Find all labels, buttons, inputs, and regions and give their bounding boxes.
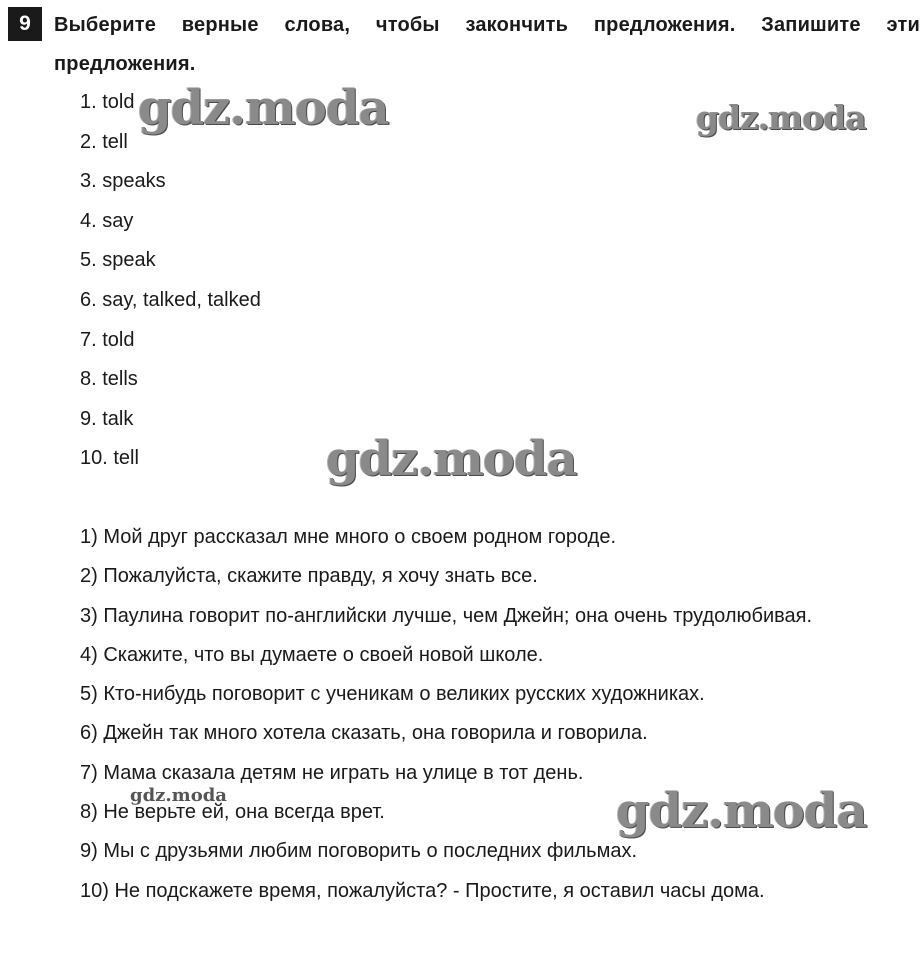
translation-item: 6) Джейн так много хотела сказать, она говорила и говорила.	[80, 722, 648, 745]
answer-item: 4. say	[80, 209, 134, 232]
translation-item: 10) Не подскажете время, пожалуйста? - Простите, я оставил часы дома.	[80, 879, 765, 902]
translation-item: 5) Кто-нибудь поговорит с ученикам о великих русских художниках.	[80, 683, 705, 706]
answer-list	[80, 83, 261, 479]
translation-list	[80, 518, 812, 911]
answer-item: 9. talk	[80, 407, 134, 430]
answer-item: 8. tells	[80, 368, 138, 391]
watermark: gdz.moda	[130, 785, 227, 806]
translation-item: 2) Пожалуйста, скажите правду, я хочу знать все.	[80, 565, 538, 588]
translation-item: 3) Паулина говорит по-английски лучше, чем Джейн; она очень трудолюбивая.	[80, 604, 813, 627]
answer-item: 5. speak	[80, 249, 156, 272]
watermark: gdz.moda	[326, 431, 577, 487]
watermark: gdz.moda	[138, 80, 389, 136]
answer-item: 1. told	[80, 91, 135, 113]
task-title: Выберите верные слова, чтобы закончить предложения. Запишите эти предложения.	[54, 14, 920, 75]
answer-item: 3. speaks	[80, 170, 166, 193]
translation-item: 4) Скажите, что вы думаете о своей новой школе.	[80, 643, 544, 666]
translation-item: 9) Мы с друзьями любим поговорить о последних фильмах.	[80, 840, 638, 863]
answer-item: 7. told	[80, 328, 135, 351]
task-number-badge: 9	[8, 7, 42, 41]
watermark: gdz.moda	[616, 783, 867, 839]
answer-item: 10. tell	[80, 447, 139, 470]
translation-item: 7) Мама сказала детям не играть на улице в тот день.	[80, 761, 584, 784]
translation-item: 8) Не верьте ей, она всегда врет.	[80, 801, 385, 824]
answer-item: 2. tell	[80, 130, 128, 153]
answer-item: 6. say, talked, talked	[80, 288, 261, 311]
watermark: gdz.moda	[696, 98, 866, 137]
translation-item: 1) Мой друг рассказал мне много о своем родном городе.	[80, 526, 616, 548]
